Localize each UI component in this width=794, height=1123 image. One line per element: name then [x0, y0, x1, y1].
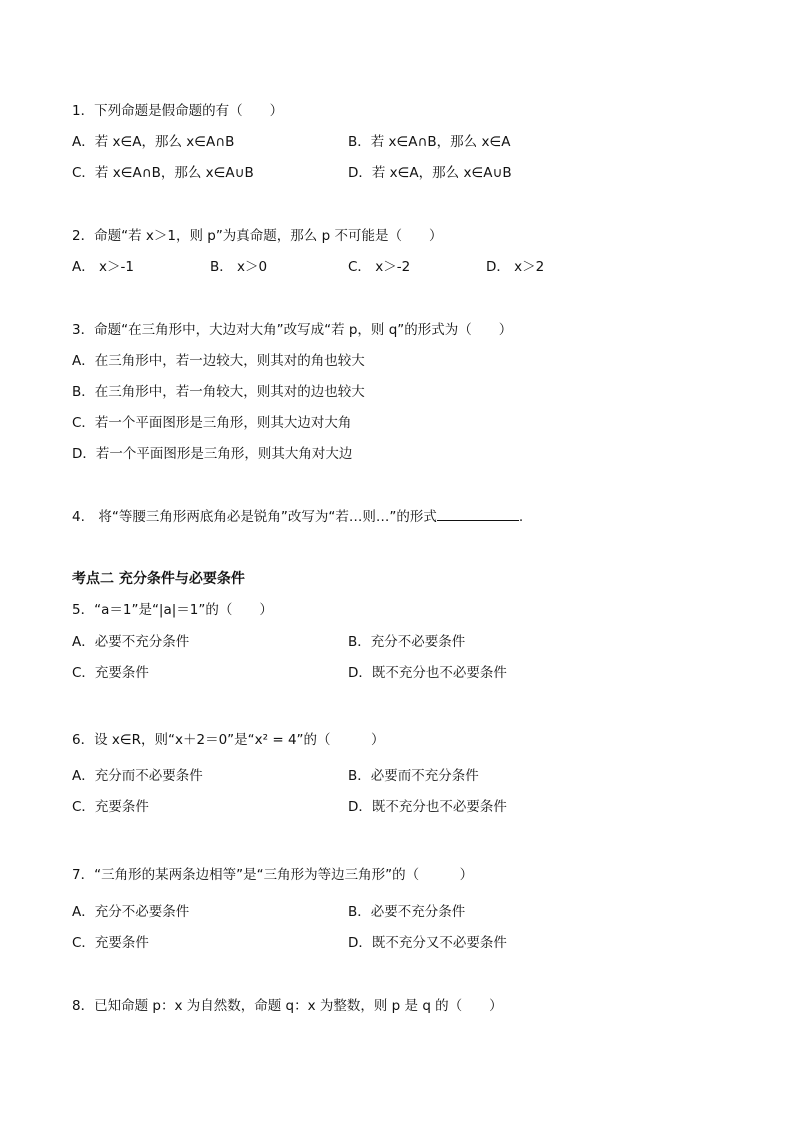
q8-stem: 8．已知命题 p：x 为自然数，命题 q：x 为整数，则 p 是 q 的（ ）	[72, 998, 503, 1014]
q6-option-c: C．充要条件	[72, 799, 149, 815]
q5-option-c: C．充要条件	[72, 665, 149, 681]
q3-option-b: B．在三角形中，若一角较大，则其对的边也较大	[72, 384, 365, 400]
q5-option-b: B．充分不必要条件	[348, 634, 466, 650]
q6-option-b: B．必要而不充分条件	[348, 768, 479, 784]
answer-blank[interactable]	[437, 508, 519, 521]
q5-stem: 5．“a＝1”是“|a|＝1”的（ ）	[72, 602, 273, 618]
q7-stem: 7．“三角形的某两条边相等”是“三角形为等边三角形”的（ ）	[72, 867, 474, 883]
q7-option-c: C．充要条件	[72, 935, 149, 951]
q4-stem	[72, 508, 523, 526]
q2-option-a: A． x＞-1	[72, 259, 134, 275]
q3-option-c: C．若一个平面图形是三角形，则其大边对大角	[72, 415, 352, 431]
q7-option-b: B．必要不充分条件	[348, 904, 466, 920]
q5-option-d: D．既不充分也不必要条件	[348, 665, 507, 681]
q1-option-c: C．若 x∈A∩B，那么 x∈A∪B	[72, 165, 254, 181]
q3-option-d: D．若一个平面图形是三角形，则其大角对大边	[72, 446, 353, 462]
q2-option-c: C． x＞-2	[348, 259, 411, 275]
q1-option-a: A．若 x∈A，那么 x∈A∩B	[72, 134, 235, 150]
q1-stem: 1．下列命题是假命题的有（ ）	[72, 103, 284, 119]
q7-option-d: D．既不充分又不必要条件	[348, 935, 507, 951]
q4-stem-text: 4. 将“等腰三角形两底角必是锐角”改写为“若…则…”的形式	[72, 509, 437, 525]
q2-stem: 2．命题“若 x＞1，则 p”为真命题，那么 p 不可能是（ ）	[72, 228, 443, 244]
q1-option-d: D．若 x∈A，那么 x∈A∪B	[348, 165, 512, 181]
q3-option-a: A．在三角形中，若一边较大，则其对的角也较大	[72, 353, 365, 369]
q6-option-d: D．既不充分也不必要条件	[348, 799, 507, 815]
q2-option-b: B． x＞0	[210, 259, 268, 275]
q7-option-a: A．充分不必要条件	[72, 904, 190, 920]
q2-option-d: D． x＞2	[486, 259, 545, 275]
section-title: 考点二 充分条件与必要条件	[72, 571, 245, 587]
q3-stem: 3．命题“在三角形中，大边对大角”改写成“若 p，则 q”的形式为（ ）	[72, 322, 513, 338]
q4-end: .	[518, 509, 524, 525]
q6-option-a: A．充分而不必要条件	[72, 768, 203, 784]
q1-option-b: B．若 x∈A∩B，那么 x∈A	[348, 134, 511, 150]
q5-option-a: A．必要不充分条件	[72, 634, 190, 650]
q6-stem: 6．设 x∈R，则“x＋2＝0”是“x² = 4”的（ ）	[72, 732, 385, 748]
